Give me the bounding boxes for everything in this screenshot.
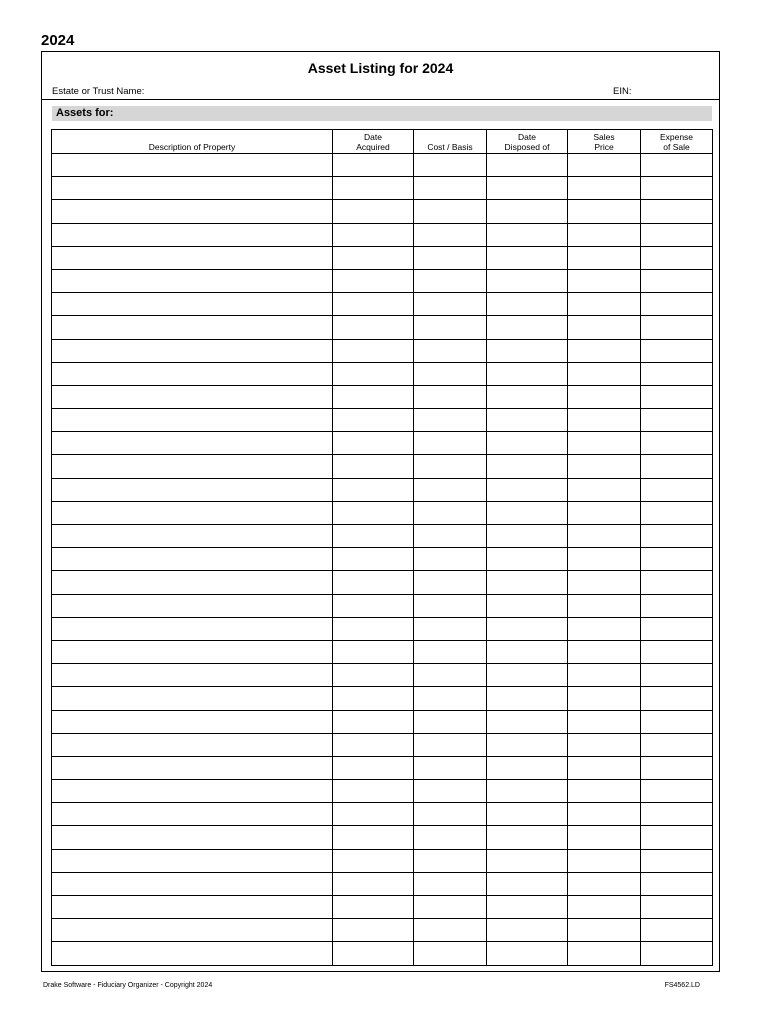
- table-row: [52, 478, 713, 501]
- sales-price-cell[interactable]: [568, 640, 641, 663]
- date-disposed-cell[interactable]: [487, 594, 568, 617]
- description-cell[interactable]: [52, 617, 333, 640]
- cost-basis-cell[interactable]: [414, 571, 487, 594]
- table-row: [52, 177, 713, 200]
- date-acquired-cell[interactable]: [333, 154, 414, 177]
- expense-of-sale-cell[interactable]: [641, 617, 713, 640]
- date-acquired-cell[interactable]: [333, 594, 414, 617]
- table-row: [52, 640, 713, 663]
- table-row: [52, 710, 713, 733]
- expense-of-sale-cell[interactable]: [641, 525, 713, 548]
- cost-basis-cell[interactable]: [414, 896, 487, 919]
- expense-of-sale-cell[interactable]: [641, 849, 713, 872]
- cost-basis-cell[interactable]: [414, 594, 487, 617]
- sales-price-cell[interactable]: [568, 849, 641, 872]
- cost-basis-cell[interactable]: [414, 710, 487, 733]
- date-acquired-cell[interactable]: [333, 525, 414, 548]
- description-cell[interactable]: [52, 942, 333, 965]
- cost-basis-cell[interactable]: [414, 339, 487, 362]
- cost-basis-cell[interactable]: [414, 756, 487, 779]
- sales-price-cell[interactable]: [568, 780, 641, 803]
- estate-ein-field-line[interactable]: [42, 99, 719, 100]
- cost-basis-cell[interactable]: [414, 223, 487, 246]
- sales-price-cell[interactable]: [568, 803, 641, 826]
- table-row: [52, 385, 713, 408]
- expense-of-sale-cell[interactable]: [641, 293, 713, 316]
- date-acquired-cell[interactable]: [333, 548, 414, 571]
- date-disposed-cell[interactable]: [487, 455, 568, 478]
- sales-price-cell[interactable]: [568, 525, 641, 548]
- date-acquired-cell[interactable]: [333, 339, 414, 362]
- date-disposed-cell[interactable]: [487, 664, 568, 687]
- expense-of-sale-cell[interactable]: [641, 177, 713, 200]
- description-cell[interactable]: [52, 919, 333, 942]
- cost-basis-cell[interactable]: [414, 385, 487, 408]
- cost-basis-cell[interactable]: [414, 872, 487, 895]
- date-acquired-cell[interactable]: [333, 316, 414, 339]
- date-acquired-cell[interactable]: [333, 664, 414, 687]
- sales-price-cell[interactable]: [568, 826, 641, 849]
- expense-of-sale-cell[interactable]: [641, 385, 713, 408]
- table-row: [52, 872, 713, 895]
- date-disposed-cell[interactable]: [487, 733, 568, 756]
- table-row: [52, 849, 713, 872]
- date-disposed-cell[interactable]: [487, 872, 568, 895]
- date-acquired-cell[interactable]: [333, 293, 414, 316]
- sales-price-cell[interactable]: [568, 756, 641, 779]
- table-row: [52, 339, 713, 362]
- cost-basis-cell[interactable]: [414, 269, 487, 292]
- cost-basis-cell[interactable]: [414, 154, 487, 177]
- cost-basis-cell[interactable]: [414, 525, 487, 548]
- cost-basis-cell[interactable]: [414, 316, 487, 339]
- table-row: [52, 733, 713, 756]
- description-cell[interactable]: [52, 548, 333, 571]
- date-acquired-cell[interactable]: [333, 455, 414, 478]
- cost-basis-cell[interactable]: [414, 362, 487, 385]
- ein-label: EIN:: [613, 86, 632, 97]
- sales-price-cell[interactable]: [568, 942, 641, 965]
- form-year: 2024: [41, 32, 75, 49]
- cost-basis-cell[interactable]: [414, 548, 487, 571]
- table-row: [52, 617, 713, 640]
- description-cell[interactable]: [52, 385, 333, 408]
- date-disposed-cell[interactable]: [487, 177, 568, 200]
- table-row: [52, 223, 713, 246]
- expense-of-sale-cell[interactable]: [641, 919, 713, 942]
- expense-of-sale-cell[interactable]: [641, 501, 713, 524]
- cost-basis-cell[interactable]: [414, 849, 487, 872]
- date-acquired-cell[interactable]: [333, 756, 414, 779]
- expense-of-sale-cell[interactable]: [641, 710, 713, 733]
- date-disposed-cell[interactable]: [487, 826, 568, 849]
- table-row: [52, 362, 713, 385]
- asset-listing-form: [41, 51, 720, 972]
- date-disposed-cell[interactable]: [487, 200, 568, 223]
- date-disposed-cell[interactable]: [487, 432, 568, 455]
- date-disposed-cell[interactable]: [487, 154, 568, 177]
- description-cell[interactable]: [52, 339, 333, 362]
- date-acquired-cell[interactable]: [333, 826, 414, 849]
- table-row: [52, 316, 713, 339]
- expense-of-sale-cell[interactable]: [641, 316, 713, 339]
- sales-price-cell[interactable]: [568, 478, 641, 501]
- expense-of-sale-cell[interactable]: [641, 571, 713, 594]
- table-row: [52, 594, 713, 617]
- cost-basis-cell[interactable]: [414, 664, 487, 687]
- table-row: [52, 919, 713, 942]
- cost-basis-cell[interactable]: [414, 640, 487, 663]
- sales-price-cell[interactable]: [568, 362, 641, 385]
- date-disposed-cell[interactable]: [487, 640, 568, 663]
- col-header-sales-price: [568, 130, 641, 154]
- col-header-description: [52, 130, 333, 154]
- sales-price-cell[interactable]: [568, 385, 641, 408]
- description-cell[interactable]: [52, 200, 333, 223]
- date-disposed-cell[interactable]: [487, 849, 568, 872]
- expense-of-sale-cell[interactable]: [641, 826, 713, 849]
- expense-of-sale-cell[interactable]: [641, 896, 713, 919]
- date-acquired-cell[interactable]: [333, 617, 414, 640]
- sales-price-cell[interactable]: [568, 316, 641, 339]
- date-acquired-cell[interactable]: [333, 200, 414, 223]
- date-acquired-cell[interactable]: [333, 803, 414, 826]
- description-cell[interactable]: [52, 780, 333, 803]
- table-row: [52, 154, 713, 177]
- expense-of-sale-cell[interactable]: [641, 942, 713, 965]
- sales-price-cell[interactable]: [568, 664, 641, 687]
- date-disposed-cell[interactable]: [487, 942, 568, 965]
- date-disposed-cell[interactable]: [487, 617, 568, 640]
- sales-price-cell[interactable]: [568, 919, 641, 942]
- description-cell[interactable]: [52, 640, 333, 663]
- expense-of-sale-cell[interactable]: [641, 154, 713, 177]
- description-cell[interactable]: [52, 269, 333, 292]
- table-row: [52, 780, 713, 803]
- cost-basis-cell[interactable]: [414, 617, 487, 640]
- cost-basis-cell[interactable]: [414, 409, 487, 432]
- asset-table-body: [52, 154, 713, 966]
- date-acquired-cell[interactable]: [333, 177, 414, 200]
- description-cell[interactable]: [52, 733, 333, 756]
- description-cell[interactable]: [52, 687, 333, 710]
- estate-name-label: Estate or Trust Name:: [52, 86, 145, 97]
- date-disposed-cell[interactable]: [487, 780, 568, 803]
- description-cell[interactable]: [52, 525, 333, 548]
- date-acquired-cell[interactable]: [333, 687, 414, 710]
- description-cell[interactable]: [52, 316, 333, 339]
- description-cell[interactable]: [52, 664, 333, 687]
- footer-form-code: FS4562.LD: [664, 982, 700, 989]
- cost-basis-cell[interactable]: [414, 826, 487, 849]
- expense-of-sale-cell[interactable]: [641, 246, 713, 269]
- cost-basis-cell[interactable]: [414, 501, 487, 524]
- form-title: Asset Listing for 2024: [307, 60, 454, 76]
- date-disposed-cell[interactable]: [487, 803, 568, 826]
- description-cell[interactable]: [52, 571, 333, 594]
- date-disposed-cell[interactable]: [487, 269, 568, 292]
- expense-of-sale-cell[interactable]: [641, 223, 713, 246]
- table-header-row: [52, 130, 713, 154]
- table-row: [52, 664, 713, 687]
- cost-basis-cell[interactable]: [414, 432, 487, 455]
- cost-basis-cell[interactable]: [414, 687, 487, 710]
- col-header-date-disposed: [487, 130, 568, 154]
- table-row: [52, 687, 713, 710]
- cost-basis-cell[interactable]: [414, 919, 487, 942]
- sales-price-cell[interactable]: [568, 710, 641, 733]
- date-disposed-cell[interactable]: [487, 409, 568, 432]
- expense-of-sale-cell[interactable]: [641, 409, 713, 432]
- col-header-line1: Expense: [659, 132, 694, 142]
- sales-price-cell[interactable]: [568, 896, 641, 919]
- table-row: [52, 455, 713, 478]
- description-cell[interactable]: [52, 409, 333, 432]
- table-row: [52, 200, 713, 223]
- description-cell[interactable]: [52, 432, 333, 455]
- date-acquired-cell[interactable]: [333, 780, 414, 803]
- col-header-cost-basis: [414, 130, 487, 154]
- date-disposed-cell[interactable]: [487, 385, 568, 408]
- description-cell[interactable]: [52, 710, 333, 733]
- table-row: [52, 548, 713, 571]
- expense-of-sale-cell[interactable]: [641, 478, 713, 501]
- date-disposed-cell[interactable]: [487, 756, 568, 779]
- date-disposed-cell[interactable]: [487, 246, 568, 269]
- footer-copyright: Drake Software - Fiduciary Organizer - Copyright 2024: [43, 982, 213, 989]
- description-cell[interactable]: [52, 594, 333, 617]
- sales-price-cell[interactable]: [568, 154, 641, 177]
- cost-basis-cell[interactable]: [414, 246, 487, 269]
- sales-price-cell[interactable]: [568, 548, 641, 571]
- date-disposed-cell[interactable]: [487, 293, 568, 316]
- date-disposed-cell[interactable]: [487, 710, 568, 733]
- expense-of-sale-cell[interactable]: [641, 455, 713, 478]
- date-acquired-cell[interactable]: [333, 478, 414, 501]
- sales-price-cell[interactable]: [568, 733, 641, 756]
- date-acquired-cell[interactable]: [333, 849, 414, 872]
- asset-table: [51, 129, 713, 966]
- description-cell[interactable]: [52, 177, 333, 200]
- cost-basis-cell[interactable]: [414, 293, 487, 316]
- col-header-line1: Date: [518, 132, 536, 142]
- date-disposed-cell[interactable]: [487, 362, 568, 385]
- sales-price-cell[interactable]: [568, 409, 641, 432]
- date-acquired-cell[interactable]: [333, 432, 414, 455]
- cost-basis-cell[interactable]: [414, 455, 487, 478]
- expense-of-sale-cell[interactable]: [641, 594, 713, 617]
- date-acquired-cell[interactable]: [333, 640, 414, 663]
- date-acquired-cell[interactable]: [333, 896, 414, 919]
- date-disposed-cell[interactable]: [487, 339, 568, 362]
- col-header-line2: of Sale: [663, 142, 690, 152]
- expense-of-sale-cell[interactable]: [641, 200, 713, 223]
- expense-of-sale-cell[interactable]: [641, 733, 713, 756]
- cost-basis-cell[interactable]: [414, 803, 487, 826]
- description-cell[interactable]: [52, 478, 333, 501]
- date-acquired-cell[interactable]: [333, 501, 414, 524]
- date-disposed-cell[interactable]: [487, 223, 568, 246]
- cost-basis-cell[interactable]: [414, 780, 487, 803]
- cost-basis-cell[interactable]: [414, 942, 487, 965]
- expense-of-sale-cell[interactable]: [641, 362, 713, 385]
- table-row: [52, 756, 713, 779]
- assets-for-label: Assets for:: [56, 107, 114, 119]
- expense-of-sale-cell[interactable]: [641, 269, 713, 292]
- expense-of-sale-cell[interactable]: [641, 780, 713, 803]
- col-header-line1: Date: [364, 132, 382, 142]
- date-disposed-cell[interactable]: [487, 501, 568, 524]
- description-cell[interactable]: [52, 246, 333, 269]
- expense-of-sale-cell[interactable]: [641, 756, 713, 779]
- description-cell[interactable]: [52, 803, 333, 826]
- sales-price-cell[interactable]: [568, 223, 641, 246]
- table-row: [52, 432, 713, 455]
- date-disposed-cell[interactable]: [487, 548, 568, 571]
- date-acquired-cell[interactable]: [333, 409, 414, 432]
- col-header-line1: Sales: [593, 132, 615, 142]
- date-acquired-cell[interactable]: [333, 269, 414, 292]
- date-disposed-cell[interactable]: [487, 687, 568, 710]
- sales-price-cell[interactable]: [568, 293, 641, 316]
- sales-price-cell[interactable]: [568, 617, 641, 640]
- col-header-expense-of-sale: [641, 130, 713, 154]
- description-cell[interactable]: [52, 362, 333, 385]
- date-acquired-cell[interactable]: [333, 942, 414, 965]
- sales-price-cell[interactable]: [568, 177, 641, 200]
- sales-price-cell[interactable]: [568, 200, 641, 223]
- expense-of-sale-cell[interactable]: [641, 803, 713, 826]
- cost-basis-cell[interactable]: [414, 478, 487, 501]
- date-acquired-cell[interactable]: [333, 385, 414, 408]
- description-cell[interactable]: [52, 849, 333, 872]
- sales-price-cell[interactable]: [568, 432, 641, 455]
- col-header-line2: Acquired: [356, 142, 390, 152]
- date-acquired-cell[interactable]: [333, 733, 414, 756]
- col-header-date-acquired: [333, 130, 414, 154]
- description-cell[interactable]: [52, 756, 333, 779]
- date-disposed-cell[interactable]: [487, 525, 568, 548]
- date-disposed-cell[interactable]: [487, 571, 568, 594]
- description-cell[interactable]: [52, 826, 333, 849]
- description-cell[interactable]: [52, 501, 333, 524]
- date-acquired-cell[interactable]: [333, 919, 414, 942]
- description-cell[interactable]: [52, 872, 333, 895]
- sales-price-cell[interactable]: [568, 571, 641, 594]
- date-acquired-cell[interactable]: [333, 872, 414, 895]
- sales-price-cell[interactable]: [568, 687, 641, 710]
- cost-basis-cell[interactable]: [414, 177, 487, 200]
- expense-of-sale-cell[interactable]: [641, 339, 713, 362]
- date-acquired-cell[interactable]: [333, 246, 414, 269]
- expense-of-sale-cell[interactable]: [641, 664, 713, 687]
- sales-price-cell[interactable]: [568, 501, 641, 524]
- date-disposed-cell[interactable]: [487, 919, 568, 942]
- sales-price-cell[interactable]: [568, 594, 641, 617]
- expense-of-sale-cell[interactable]: [641, 872, 713, 895]
- table-row: [52, 803, 713, 826]
- table-row: [52, 501, 713, 524]
- sales-price-cell[interactable]: [568, 872, 641, 895]
- date-acquired-cell[interactable]: [333, 362, 414, 385]
- table-row: [52, 826, 713, 849]
- description-cell[interactable]: [52, 223, 333, 246]
- expense-of-sale-cell[interactable]: [641, 640, 713, 663]
- table-row: [52, 525, 713, 548]
- date-acquired-cell[interactable]: [333, 710, 414, 733]
- table-row: [52, 409, 713, 432]
- date-disposed-cell[interactable]: [487, 896, 568, 919]
- expense-of-sale-cell[interactable]: [641, 548, 713, 571]
- sales-price-cell[interactable]: [568, 269, 641, 292]
- description-cell[interactable]: [52, 896, 333, 919]
- sales-price-cell[interactable]: [568, 339, 641, 362]
- date-disposed-cell[interactable]: [487, 478, 568, 501]
- description-cell[interactable]: [52, 455, 333, 478]
- expense-of-sale-cell[interactable]: [641, 687, 713, 710]
- date-acquired-cell[interactable]: [333, 571, 414, 594]
- date-acquired-cell[interactable]: [333, 223, 414, 246]
- expense-of-sale-cell[interactable]: [641, 432, 713, 455]
- description-cell[interactable]: [52, 154, 333, 177]
- col-header-line2: Description of Property: [148, 142, 236, 152]
- table-row: [52, 269, 713, 292]
- sales-price-cell[interactable]: [568, 246, 641, 269]
- table-row: [52, 293, 713, 316]
- col-header-line2: Price: [594, 142, 614, 152]
- assets-for-bar: [52, 106, 712, 121]
- table-row: [52, 896, 713, 919]
- col-header-line2: Disposed of: [504, 142, 550, 152]
- description-cell[interactable]: [52, 293, 333, 316]
- table-row: [52, 246, 713, 269]
- col-header-line2: Cost / Basis: [427, 142, 473, 152]
- cost-basis-cell[interactable]: [414, 200, 487, 223]
- table-row: [52, 571, 713, 594]
- sales-price-cell[interactable]: [568, 455, 641, 478]
- date-disposed-cell[interactable]: [487, 316, 568, 339]
- table-row: [52, 942, 713, 965]
- cost-basis-cell[interactable]: [414, 733, 487, 756]
